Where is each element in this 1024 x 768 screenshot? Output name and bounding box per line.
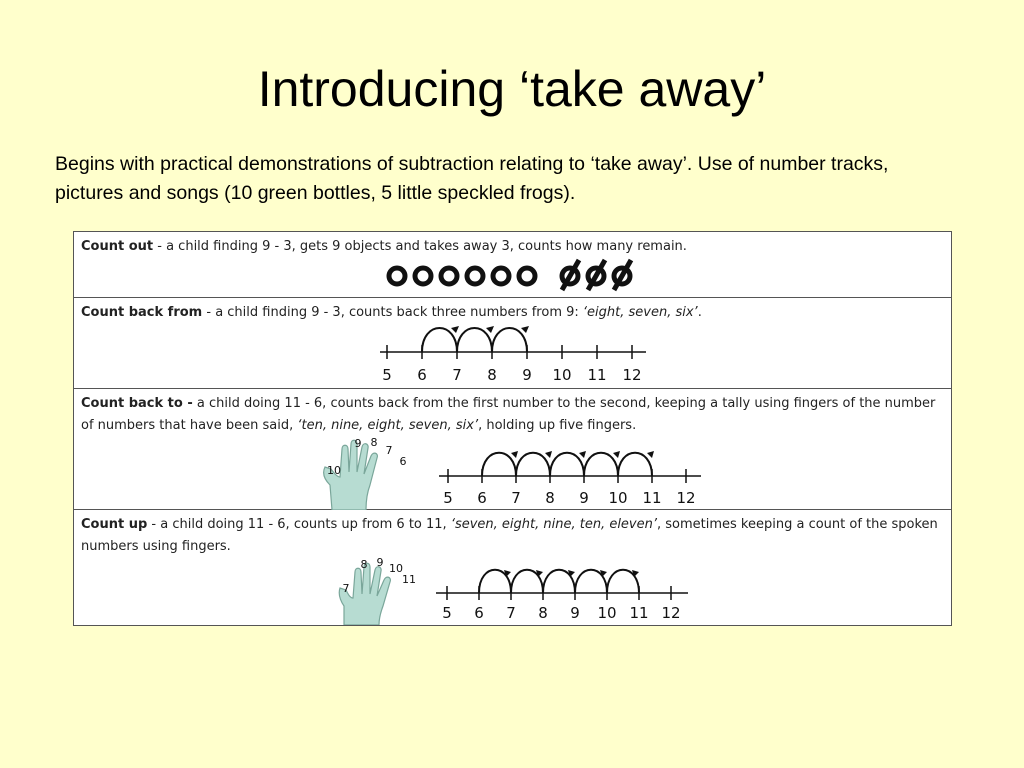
object-circle [415,268,431,284]
tick-label: 12 [676,489,696,507]
arrow-head [521,326,529,333]
jump-arc [457,328,492,352]
tick-label: 8 [545,489,555,507]
objects-illustration [74,232,951,298]
finger-label: 6 [399,455,407,468]
row-heading: Count out [81,239,154,254]
finger-label: 10 [389,562,403,575]
finger-label: 11 [402,573,416,586]
object-circle [441,268,457,284]
row-heading: Count back to - [81,396,193,411]
row-description: - a child finding 9 - 3, gets 9 objects and takes away 3, counts how many remain. [153,239,687,254]
tick-label: 11 [629,604,649,622]
methods-table [73,231,952,626]
tick-label: 9 [522,366,532,384]
row-description: - a child finding 9 - 3, counts back three numbers from 9: [202,305,583,320]
jump-arc [516,453,550,476]
tick-label: 7 [511,489,521,507]
tick-label: 8 [487,366,497,384]
jump-arc [550,453,584,476]
jump-arc [618,453,652,476]
row-count-back-from [74,298,951,389]
tick-label: 9 [570,604,580,622]
tick-label: 12 [661,604,681,622]
jump-arc [492,328,527,352]
tick-label: 10 [552,366,572,384]
row-count-up [74,510,951,625]
tick-label: 6 [477,489,487,507]
finger-label: 10 [327,464,341,477]
tick-label: 5 [382,366,392,384]
object-circle [519,268,535,284]
tick-label: 7 [452,366,462,384]
finger-label: 9 [354,437,362,450]
arrow-head [451,326,459,333]
hand-and-number-line-2 [74,389,951,510]
tick-label: 12 [622,366,642,384]
row-description-end: , holding up five fingers. [478,418,637,433]
jump-arc [422,328,457,352]
finger-label: 7 [342,582,350,595]
row-spoken-words: ‘ten, nine, eight, seven, six’ [297,418,479,433]
arrow-head [647,451,654,458]
number-line-1 [74,298,951,389]
object-circle [389,268,405,284]
arrow-head [613,451,620,458]
finger-label: 8 [360,558,368,571]
row-count-out [74,232,951,298]
tick-label: 5 [443,489,453,507]
jump-arc [482,453,516,476]
row-count-back-to [74,389,951,510]
tick-label: 6 [417,366,427,384]
slide-title: Introducing ‘take away’ [257,61,767,117]
intro-paragraph: Begins with practical demonstrations of subtraction relating to ‘take away’. Use of number tracks, pictures and songs (10 green bottles, 5 little speckled frogs). [55,153,889,204]
tick-label: 8 [538,604,548,622]
tick-label: 10 [597,604,617,622]
row-description-end: . [697,305,702,320]
arrow-head [545,451,552,458]
row-spoken-words: ‘eight, seven, six’ [582,305,698,320]
tick-label: 7 [506,604,516,622]
tick-label: 6 [474,604,484,622]
finger-label: 7 [385,444,393,457]
tick-label: 11 [642,489,662,507]
row-spoken-words: ‘seven, eight, nine, ten, eleven’ [450,517,657,532]
row-heading: Count up [81,517,148,532]
row-description: a child doing 11 - 6, counts back from the first number to the second, keeping a tally using fingers of the number of numbers that have been said, [81,396,936,433]
object-circle [493,268,509,284]
jump-arc [584,453,618,476]
tick-label: 10 [608,489,628,507]
hand-and-number-line-3 [74,510,951,625]
tick-label: 9 [579,489,589,507]
row-description: - a child doing 11 - 6, counts up from 6 to 11, [147,517,451,532]
arrow-head [486,326,494,333]
row-description-end: , sometimes keeping a count of the spoken numbers using fingers. [81,517,938,554]
tick-label: 5 [442,604,452,622]
arrow-head [579,451,586,458]
tick-label: 11 [587,366,607,384]
finger-label: 8 [370,436,378,449]
object-circle [467,268,483,284]
finger-label: 9 [376,556,384,569]
arrow-head [511,451,518,458]
row-heading: Count back from [81,305,203,320]
